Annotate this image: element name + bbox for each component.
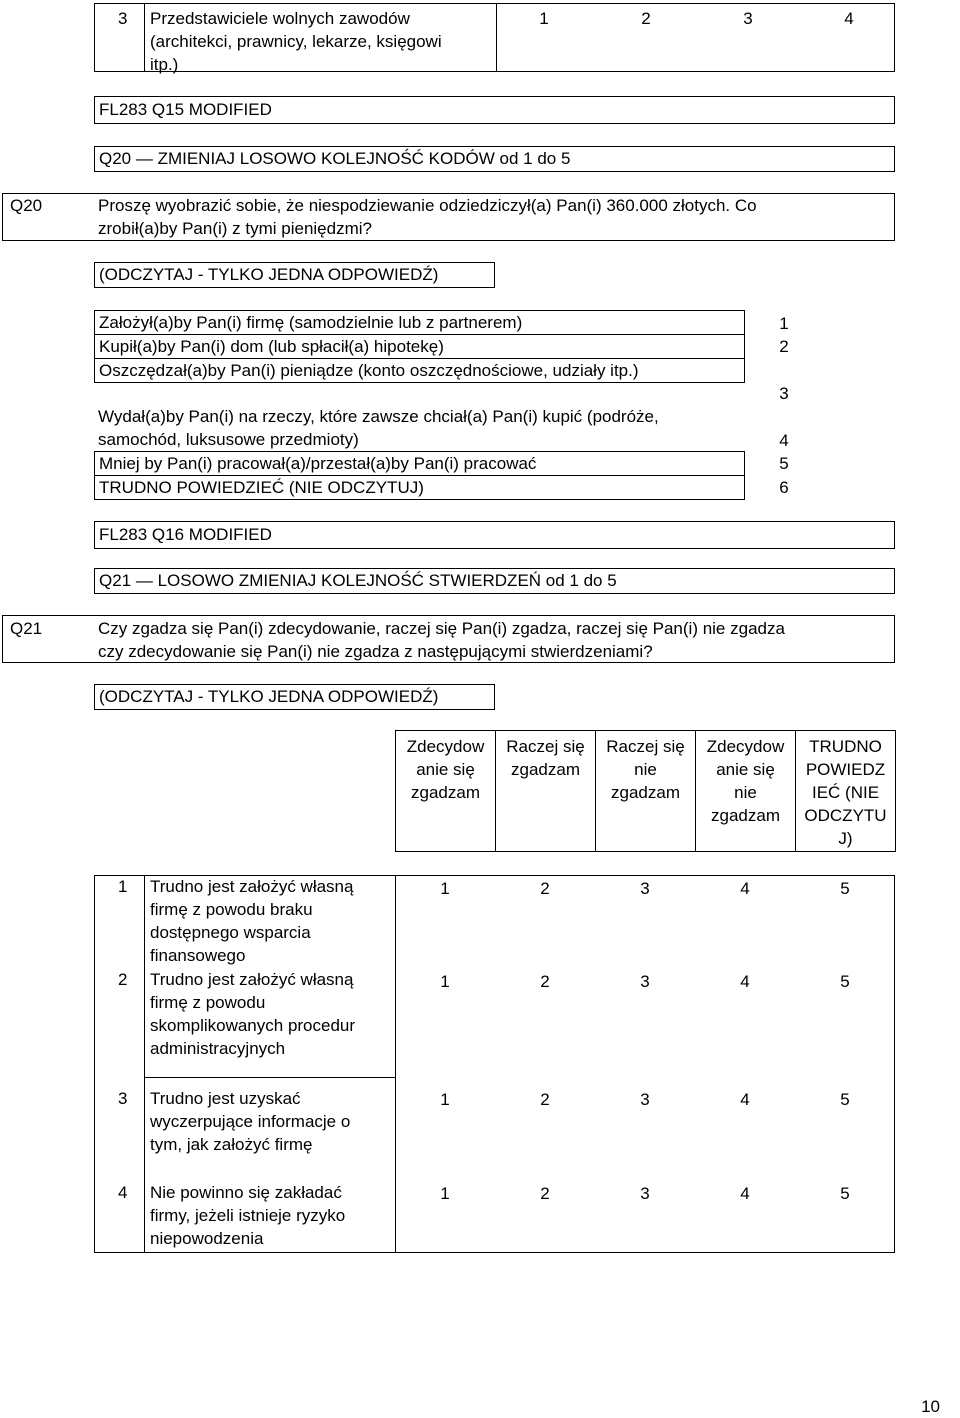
prev-row-text <box>150 7 442 76</box>
text-line: administracyjnych <box>150 1039 286 1058</box>
scale-value: 2 <box>540 972 550 991</box>
scale-value: 2 <box>540 1090 550 1109</box>
text-line: Wydał(a)by Pan(i) na rzeczy, które zawsze chciał(a) Pan(i) kupić (podróże, <box>98 407 659 426</box>
statement-text <box>150 875 353 967</box>
scale-value: 1 <box>440 972 450 991</box>
statements-divider <box>144 875 145 1253</box>
q20-instruction-box <box>94 146 895 172</box>
header-line: TRUDNO <box>809 737 882 756</box>
scale-value: 2 <box>540 879 550 898</box>
scale-value: 3 <box>743 9 753 28</box>
q21-question-text <box>98 617 785 663</box>
header-line: Raczej się <box>606 737 685 756</box>
q20-option-box <box>94 334 745 359</box>
scale-value: 5 <box>840 1184 850 1203</box>
text-line: finansowego <box>150 946 246 965</box>
q20-id: Q20 <box>10 196 43 215</box>
q21-read-note: (ODCZYTAJ - TYLKO JEDNA ODPOWIEDŹ) <box>99 687 439 706</box>
text-line: Czy zgadza się Pan(i) zdecydowanie, raczej się Pan(i) zgadza, raczej się Pan(i) nie zgadza <box>98 619 785 638</box>
option-code: 6 <box>779 478 789 497</box>
header-line: J) <box>838 829 853 848</box>
scale-value: 4 <box>740 972 750 991</box>
text-line: itp.) <box>150 55 179 74</box>
q20-option-box <box>94 475 745 500</box>
fl283-q16-label-box <box>94 521 895 549</box>
header-line: Zdecydow <box>706 737 785 756</box>
scale-value: 5 <box>840 972 850 991</box>
scale-value: 5 <box>840 879 850 898</box>
text-line: firmy, jeżeli istnieje ryzyko <box>150 1206 346 1225</box>
scale-value: 3 <box>640 1184 650 1203</box>
header-line: zgadzam <box>411 783 480 802</box>
statement-text <box>150 1087 350 1156</box>
option-code: 3 <box>779 384 789 403</box>
header-line: zgadzam <box>711 806 780 825</box>
text-line: Przedstawiciele wolnych zawodów <box>150 9 410 28</box>
text-line: wyczerpujące informacje o <box>150 1112 351 1131</box>
q20-option-box <box>94 451 745 476</box>
text-line: Proszę wyobrazić sobie, że niespodziewanie odziedziczył(a) Pan(i) 360.000 złotych. Co <box>98 196 757 215</box>
header-line: zgadzam <box>611 783 680 802</box>
text-line: Trudno jest uzyskać <box>150 1089 301 1108</box>
text-line: Trudno jest założyć własną <box>150 970 354 989</box>
scale-value: 4 <box>844 9 854 28</box>
prev-row-divider <box>144 3 145 72</box>
text-line: Trudno jest założyć własną <box>150 877 354 896</box>
option-text: Założył(a)by Pan(i) firmę (samodzielnie lub z partnerem) <box>99 313 523 332</box>
text-line: czy zdecydowanie się Pan(i) nie zgadza z następującymi stwierdzeniami? <box>98 642 653 661</box>
option-code: 2 <box>779 337 789 356</box>
option-text <box>98 405 659 451</box>
header-line: nie <box>734 783 757 802</box>
statement-text <box>150 968 355 1060</box>
q20-option-box <box>94 310 745 335</box>
q20-read-note: (ODCZYTAJ - TYLKO JEDNA ODPOWIEDŹ) <box>99 265 439 284</box>
text-line: firmę z powodu <box>150 993 266 1012</box>
prev-row-divider <box>496 3 497 72</box>
scale-value: 4 <box>740 1184 750 1203</box>
scale-header-strongly-agree <box>396 735 495 804</box>
scale-value: 1 <box>440 879 450 898</box>
fl283-q15-label: FL283 Q15 MODIFIED <box>99 100 272 119</box>
text-line: niepowodzenia <box>150 1229 264 1248</box>
statement-code: 2 <box>118 970 128 989</box>
statement-code: 3 <box>118 1089 128 1108</box>
scale-header-agree <box>496 735 595 781</box>
statement-text <box>150 1181 345 1250</box>
header-line: IEĆ (NIE <box>811 783 880 802</box>
option-text: Oszczędzał(a)by Pan(i) pieniądze (konto oszczędnościowe, udziały itp.) <box>99 361 639 380</box>
q21-read-note-box <box>94 684 495 710</box>
text-line: samochód, luksusowe przedmioty) <box>98 430 359 449</box>
scale-value: 3 <box>640 1090 650 1109</box>
option-text: Kupił(a)by Pan(i) dom (lub spłacił(a) hipotekę) <box>99 337 444 356</box>
option-code: 1 <box>779 314 789 333</box>
header-line: ODCZYTU <box>804 806 887 825</box>
option-code: 4 <box>779 431 789 450</box>
scale-value: 2 <box>540 1184 550 1203</box>
statement-code: 1 <box>118 877 128 896</box>
text-line: firmę z powodu braku <box>150 900 313 919</box>
scale-header-dont-know <box>796 735 895 850</box>
q20-option-box <box>94 358 745 383</box>
scale-value: 3 <box>640 972 650 991</box>
scale-value: 1 <box>440 1090 450 1109</box>
option-text: TRUDNO POWIEDZIEĆ (NIE ODCZYTUJ) <box>99 478 424 497</box>
scale-value: 4 <box>740 879 750 898</box>
header-line: nie <box>634 760 657 779</box>
prev-row-code: 3 <box>118 9 128 28</box>
q21-instruction-box <box>94 568 895 594</box>
text-line: dostępnego wsparcia <box>150 923 311 942</box>
statements-divider <box>144 1077 395 1078</box>
text-line: zrobił(a)by Pan(i) z tymi pieniędzmi? <box>98 219 372 238</box>
scale-value: 1 <box>539 9 549 28</box>
text-line: tym, jak założyć firmę <box>150 1135 313 1154</box>
scale-value: 4 <box>740 1090 750 1109</box>
scale-value: 3 <box>640 879 650 898</box>
q20-read-note-box <box>94 262 495 288</box>
text-line: (architekci, prawnicy, lekarze, księgowi <box>150 32 442 51</box>
scale-value: 1 <box>440 1184 450 1203</box>
option-text: Mniej by Pan(i) pracował(a)/przestał(a)by Pan(i) pracować <box>99 454 537 473</box>
header-line: POWIEDZ <box>805 760 886 779</box>
header-line: Zdecydow <box>406 737 485 756</box>
option-code: 5 <box>779 454 789 473</box>
page-number: 10 <box>921 1397 940 1416</box>
q21-instruction: Q21 — LOSOWO ZMIENIAJ KOLEJNOŚĆ STWIERDZEŃ od 1 do 5 <box>99 571 617 590</box>
text-line: Nie powinno się zakładać <box>150 1183 342 1202</box>
q21-id: Q21 <box>10 619 43 638</box>
q20-instruction: Q20 — ZMIENIAJ LOSOWO KOLEJNOŚĆ KODÓW od 1 do 5 <box>99 149 571 168</box>
scale-header-strongly-disagree <box>696 735 795 827</box>
text-line: skomplikowanych procedur <box>150 1016 356 1035</box>
scale-value: 2 <box>641 9 651 28</box>
header-line: anie się <box>416 760 475 779</box>
header-line: anie się <box>716 760 775 779</box>
header-line: zgadzam <box>511 760 580 779</box>
fl283-q15-label-box <box>94 96 895 124</box>
statements-divider <box>395 875 396 1253</box>
statement-code: 4 <box>118 1183 128 1202</box>
fl283-q16-label: FL283 Q16 MODIFIED <box>99 525 272 544</box>
scale-value: 5 <box>840 1090 850 1109</box>
scale-header-disagree <box>596 735 695 804</box>
header-line: Raczej się <box>506 737 585 756</box>
q20-question-text <box>98 194 757 240</box>
